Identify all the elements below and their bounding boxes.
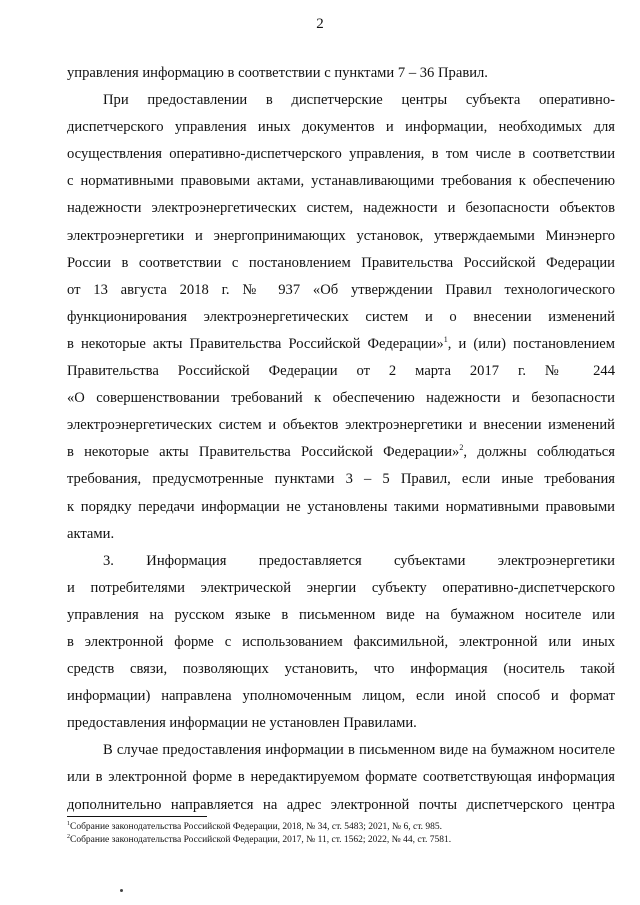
text-segment: , и (или) постановлением [447, 335, 615, 352]
text-line: осуществления оперативно-диспетчерского управления, в том числе в соответствии [67, 146, 615, 163]
scan-speck [120, 889, 123, 892]
footnote-mark: 2 [67, 833, 70, 840]
text-line: «О совершенствовании требований к обеспечению надежности и безопасности [67, 390, 615, 407]
text-line: с нормативными правовыми актами, устанавливающими требования к обеспечению [67, 173, 615, 190]
text-line: диспетчерского управления иных документов и информации, необходимых для [67, 119, 615, 136]
document-body [67, 60, 615, 819]
footnote-item [67, 834, 451, 847]
text-line [67, 331, 615, 358]
text-line: предоставления информации не установлен Правилами. [67, 715, 417, 732]
text-line: дополнительно направляется на адрес электронной почты диспетчерского центра [67, 796, 615, 813]
text-line: или в электронной форме в нередактируемом формате соответствующая информация [67, 769, 615, 786]
text-line: В случае предоставления информации в письменном виде на бумажном носителе [103, 742, 615, 759]
footnote-mark: 1 [67, 820, 70, 827]
text-line: актами. [67, 525, 115, 542]
footnote-ref[interactable]: 2 [459, 443, 464, 453]
text-line: средств связи, позволяющих установить, что информация (носитель такой [67, 661, 615, 678]
footnotes [67, 821, 451, 846]
text-line: 3. Информация предоставляется субъектами электроэнергетики [103, 552, 615, 569]
footnote-separator [67, 816, 207, 817]
footnote-text: Собрание законодательства Российской Федерации, 2018, № 34, ст. 5483; 2021, № 6, ст. 985. [70, 822, 443, 832]
footnote-item [67, 821, 451, 834]
text-segment: в некоторые акты Правительства Российской Федерации» [67, 444, 460, 461]
text-line: управления на русском языке в письменном виде на бумажном носителе или [67, 606, 615, 623]
text-line: Правительства Российской Федерации от 2 марта 2017 г. № 244 [67, 363, 615, 380]
text-line: в электронной форме с использованием факсимильной, электронной или иных [67, 633, 615, 650]
footnote-ref[interactable]: 1 [443, 335, 448, 345]
text-segment: в некоторые акты Правительства Российской Федерации» [67, 335, 444, 352]
text-line: надежности электроэнергетических систем, надежности и безопасности объектов [67, 200, 615, 217]
text-line: и потребителями электрической энергии субъекту оперативно-диспетчерского [67, 579, 615, 596]
text-line: При предоставлении в диспетчерские центры субъекта оперативно- [103, 92, 615, 109]
text-line [67, 439, 615, 466]
text-line: функционирования электроэнергетических систем и о внесении изменений [67, 308, 615, 325]
text-line: информации) направлена уполномоченным лицом, если иной способ и формат [67, 688, 615, 705]
text-line: от 13 августа 2018 г. № 937 «Об утверждении Правил технологического [67, 281, 615, 298]
text-line: к порядку передачи информации не установлены такими нормативными правовыми [67, 498, 615, 515]
text-line: требования, предусмотренные пунктами 3 – 5 Правил, если иные требования [67, 471, 615, 488]
text-line: электроэнергетических систем и объектов электроэнергетики и внесении изменений [67, 417, 615, 434]
footnote-text: Собрание законодательства Российской Федерации, 2017, № 11, ст. 1562; 2022, № 44, ст. 7581. [70, 834, 452, 845]
text-line: России в соответствии с постановлением Правительства Российской Федерации [67, 254, 615, 271]
text-segment: , должны соблюдаться [463, 444, 615, 461]
page-number: 2 [316, 16, 324, 32]
text-line: управления информацию в соответствии с пунктами 7 – 36 Правил. [67, 65, 488, 81]
text-line: электроэнергетики и энергопринимающих установок, утверждаемыми Минэнерго [67, 227, 615, 244]
